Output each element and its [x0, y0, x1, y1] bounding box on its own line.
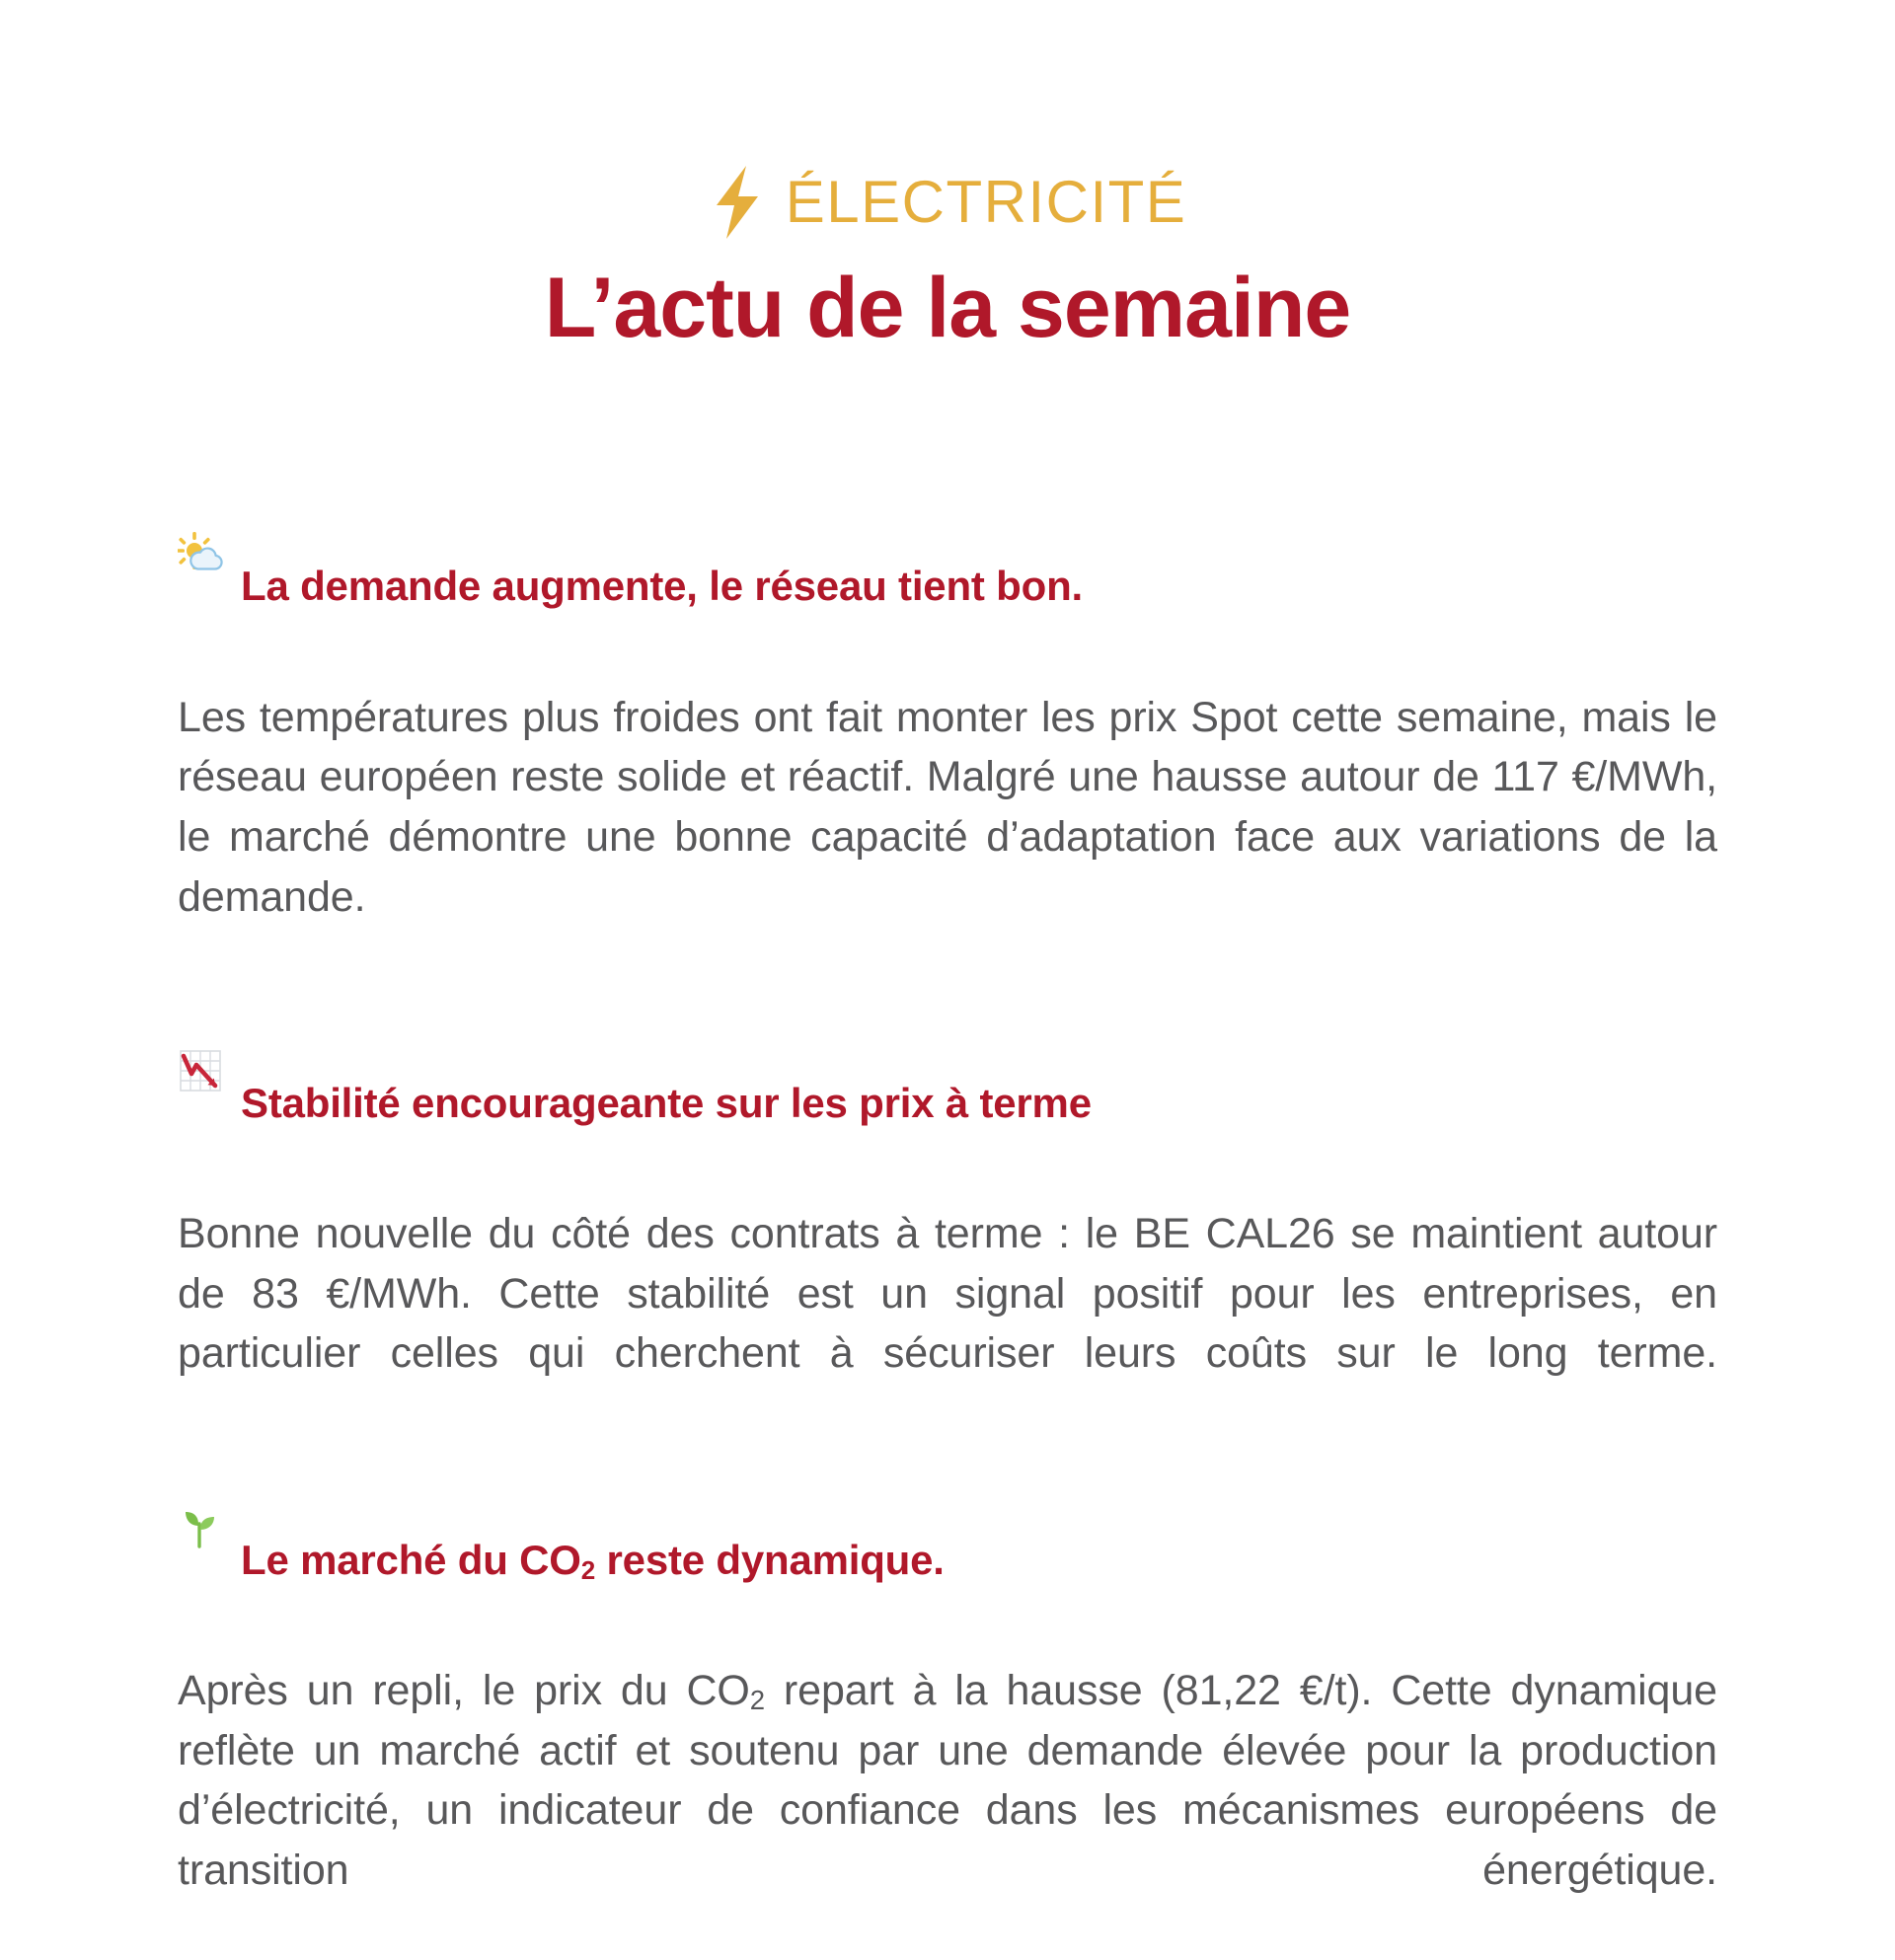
category-kicker	[0, 166, 1895, 239]
section-paragraph-text: Bonne nouvelle du côté des contrats à terme : le BE CAL26 se maintient autour de 83 €/MWh. Cette stabilité est un signal positif pour les entreprises, en particulier celles qui cherchent à sécuriser leurs coûts sur le long terme.	[178, 1210, 1717, 1378]
section-forward-prices	[178, 1044, 1717, 1444]
section-title-text: Stabilité encourageante sur les prix à terme	[241, 1079, 1092, 1126]
section-title-text: Le marché du CO	[241, 1536, 581, 1583]
section-heading	[178, 1044, 1717, 1162]
sun-behind-cloud-icon	[178, 531, 223, 576]
section-paragraph-text: Les températures plus froides ont fait monter les prix Spot cette semaine, mais le réseau européen reste solide et réactif. Malgré une hausse autour de 117 €/MWh, le marché démontre une bonne capacité d’adaptation face aux variations de la demande.	[178, 693, 1717, 921]
seedling-icon	[178, 1505, 223, 1550]
co2-subscript: 2	[749, 1685, 765, 1716]
section-title-text-suffix: reste dynamique.	[595, 1536, 945, 1583]
section-title	[241, 1079, 1092, 1128]
section-paragraph	[178, 688, 1717, 987]
section-heading	[178, 1501, 1717, 1619]
section-paragraph-text-suffix: repart à la hausse (81,22 €/t). Cette dynamique reflète un marché actif et soutenu par une demande élevée pour la production d’électricité, un indicateur de confiance dans les mécanismes européens de transition énergétique.	[178, 1666, 1717, 1894]
lightning-bolt-icon	[709, 166, 764, 239]
co2-subscript: 2	[580, 1555, 596, 1586]
article-body	[178, 411, 1717, 1960]
section-heading	[178, 527, 1717, 644]
section-paragraph	[178, 1661, 1717, 1960]
category-label: ÉLECTRICITÉ	[785, 169, 1187, 235]
section-demand	[178, 527, 1717, 986]
section-title	[241, 562, 1083, 611]
header	[0, 0, 1895, 354]
chart-decreasing-icon	[178, 1048, 223, 1093]
section-paragraph-text: Après un repli, le prix du CO	[178, 1666, 750, 1714]
section-co2-market	[178, 1501, 1717, 1960]
section-title	[241, 1536, 945, 1585]
section-paragraph	[178, 1204, 1717, 1444]
section-title-text: La demande augmente, le réseau tient bon.	[241, 563, 1084, 610]
page-title: L’actu de la semaine	[544, 261, 1351, 355]
